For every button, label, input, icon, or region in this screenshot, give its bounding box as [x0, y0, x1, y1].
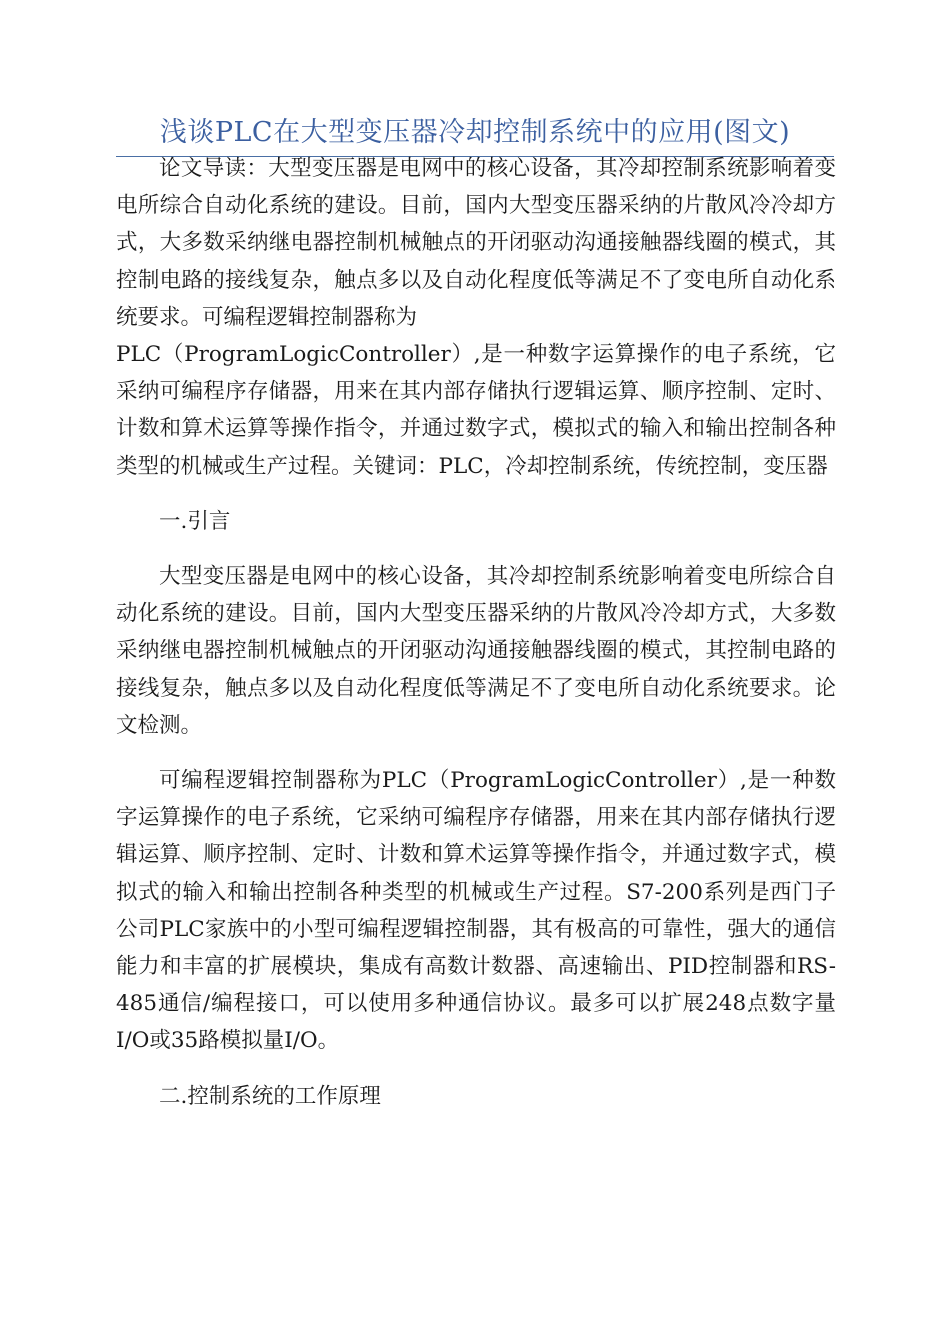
document-title: 浅谈PLC在大型变压器冷却控制系统中的应用(图文) [159, 117, 791, 148]
abstract-text-part1: 论文导读：大型变压器是电网中的核心设备，其冷却控制系统影响着变电所综合自动化系统的建设。目前，国内大型变压器采纳的片散风冷冷却方式，大多数采纳继电器控制机械触点的开闭驱动沟通接触器线圈的模式，其控制电路的接线复杂，触点多以及自动化程度低等满足不了变电所自动化系统要求。可编程逻辑控制器称为 [116, 156, 836, 330]
section1-paragraph-2: 可编程逻辑控制器称为PLC（ProgramLogicController）,是一种数字运算操作的电子系统，它采纳可编程序存储器，用来在其内部存储执行逻辑运算、顺序控制、定时、计数和算术运算等操作指令，并通过数字式，模拟式的输入和输出控制各种类型的机械或生产过程。S7-200系列是西门子公司PLC家族中的小型可编程逻辑控制器，其有极高的可靠性，强大的通信能力和丰富的扩展模块，集成有高数计数器、高速输出、PID控制器和RS-485通信/编程接口，可以使用多种通信协议。最多可以扩展248点数字量I/O或35路模拟量I/O。 [116, 768, 836, 1054]
section1-paragraph-1: 大型变压器是电网中的核心设备，其冷却控制系统影响着变电所综合自动化系统的建设。目前，国内大型变压器采纳的片散风冷冷却方式，大多数采纳继电器控制机械触点的开闭驱动沟通接触器线圈的模式，其控制电路的接线复杂，触点多以及自动化程度低等满足不了变电所自动化系统要求。论文检测。 [116, 564, 836, 738]
document-body [116, 150, 836, 1133]
section2-heading: 二.控制系统的工作原理 [159, 1083, 381, 1109]
abstract-text-part2: PLC（ProgramLogicController）,是一种数字运算操作的电子系统，它采纳可编程序存储器，用来在其内部存储执行逻辑运算、顺序控制、定时、计数和算术运算等操作指令，并通过数字式，模拟式的输入和输出控制各种类型的机械或生产过程。关键词：PLC，冷却控制系统，传统控制，变压器 [116, 342, 836, 479]
abstract-paragraph [116, 150, 836, 485]
section1-heading: 一.引言 [159, 508, 231, 534]
